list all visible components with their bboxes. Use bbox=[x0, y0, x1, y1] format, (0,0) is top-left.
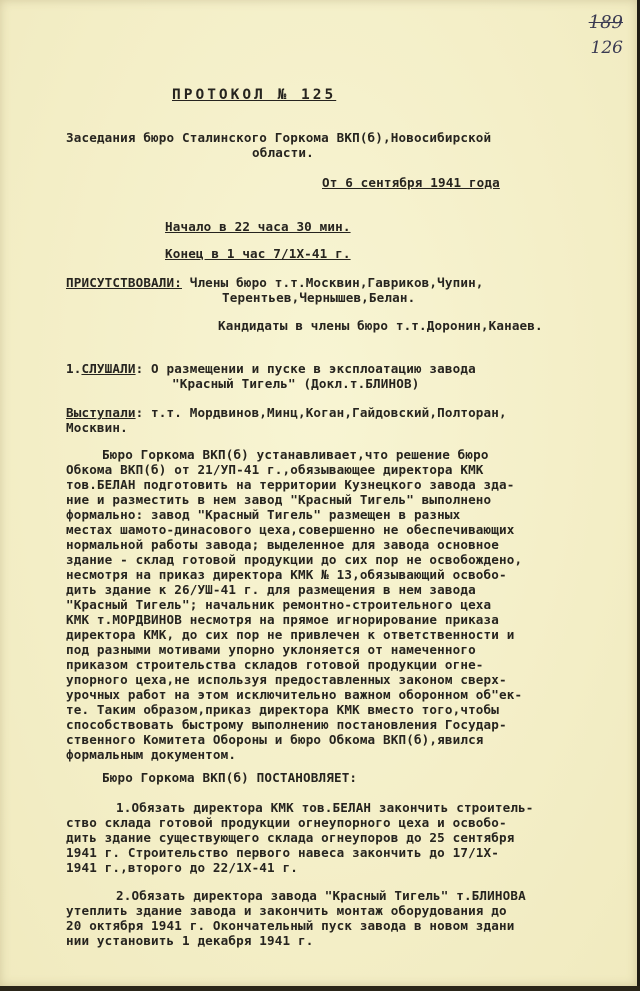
item-1-topic-line-2: "Красный Тигель" (Докл.т.БЛИНОВ) bbox=[172, 376, 420, 391]
resolution-p2-line: 20 октября 1941 г. Окончательный пуск завода в новом здани bbox=[66, 918, 515, 933]
resolution-p2-line: утеплить здание завода и закончить монтаж оборудования до bbox=[66, 903, 507, 918]
body-line: формально: завод "Красный Тигель" размещен в разных bbox=[66, 507, 461, 522]
meeting-date: От 6 сентября 1941 года bbox=[322, 175, 500, 190]
body-line: здание - склад готовой продукции до сих пор не освобождено, bbox=[66, 552, 523, 567]
attendance-members-line-1: Члены бюро т.т.Москвин,Гавриков,Чупин, bbox=[181, 275, 484, 290]
resolution-p1-line: 1941 г. Строительство первого навеса закончить до 17/1Х- bbox=[66, 845, 499, 860]
body-line: упорного цеха,не используя предоставленных законом сверх- bbox=[66, 672, 507, 687]
body-line: способствовать быстрому выполнению постановления Государ- bbox=[66, 717, 507, 732]
meeting-start-time: Начало в 22 часа 30 мин. bbox=[165, 219, 351, 234]
body-line: "Красный Тигель"; начальник ремонтно-строительного цеха bbox=[66, 597, 492, 612]
body-line: нормальной работы завода; выделенное для завода основное bbox=[66, 537, 499, 552]
body-line: ние и разместить в нем завод "Красный Тигель" выполнено bbox=[66, 492, 492, 507]
attendance-label: ПРИСУТСТВОВАЛИ: bbox=[66, 275, 182, 290]
body-line: тов.БЕЛАН подготовить на территории Кузнецкого завода зда- bbox=[66, 477, 515, 492]
item-1-speakers-label: Выступали bbox=[66, 405, 136, 420]
protocol-title: ПРОТОКОЛ № 125 bbox=[172, 87, 337, 103]
resolution-p1-line: 1.Обязать директора КМК тов.БЕЛАН закончить строитель- bbox=[116, 800, 534, 815]
resolution-p1-line: 1941 г.,второго до 22/1Х-41 г. bbox=[66, 860, 298, 875]
body-line: дить здание к 26/УШ-41 г. для размещения в нем завода bbox=[66, 582, 476, 597]
resolution-p1-line: дить здание существующего склада огнеупоров до 25 сентября bbox=[66, 830, 515, 845]
body-line: урочных работ на этом исключительно важном оборонном об"ек- bbox=[66, 687, 523, 702]
item-1-speakers-line-1: : т.т. Мордвинов,Минц,Коган,Гайдовский,Полторан, bbox=[135, 405, 507, 420]
body-line: приказом строительства складов готовой продукции огне- bbox=[66, 657, 484, 672]
item-1-heard-label: СЛУШАЛИ bbox=[81, 361, 136, 376]
item-1-speakers-row bbox=[66, 405, 507, 420]
item-1-heard-row bbox=[66, 361, 476, 376]
body-line: директора КМК, до сих пор не привлечен к ответственности и bbox=[66, 627, 515, 642]
body-line: несмотря на приказ директора КМК № 13,обязывающий освобо- bbox=[66, 567, 507, 582]
resolution-p2-line: 2.Обязать директора завода "Красный Тигель" т.БЛИНОВА bbox=[116, 888, 526, 903]
archive-page-number: 126 bbox=[590, 38, 623, 58]
resolution-p2-line: нии установить 1 декабря 1941 г. bbox=[66, 933, 314, 948]
item-1-topic-line-1: : О размещении и пуске в эксплоатацию завода bbox=[135, 361, 476, 376]
meeting-subtitle-line-2: области. bbox=[252, 145, 314, 160]
body-line: КМК т.МОРДВИНОВ несмотря на прямое игнорирование приказа bbox=[66, 612, 499, 627]
body-line: формальным документом. bbox=[66, 747, 237, 762]
body-line: под разными мотивами упорно уклоняется от намеченного bbox=[66, 642, 476, 657]
resolution-p1-line: ство склада готовой продукции огнеупорного цеха и освобо- bbox=[66, 815, 507, 830]
meeting-end-time: Конец в 1 час 7/1Х-41 г. bbox=[165, 246, 351, 261]
body-line: Бюро Горкома ВКП(б) устанавливает,что решение бюро bbox=[102, 447, 489, 462]
body-line: ственного Комитета Обороны и бюро Обкома ВКП(б),явился bbox=[66, 732, 484, 747]
item-1-number: 1. bbox=[66, 361, 82, 376]
body-line: Обкома ВКП(б) от 21/УП-41 г.,обязывающее директора КМК bbox=[66, 462, 484, 477]
archive-page-number-crossed: 189 bbox=[588, 12, 623, 33]
body-line: местах шамото-динасового цеха,совершенно не обеспечивающих bbox=[66, 522, 515, 537]
attendance-candidates: Кандидаты в члены бюро т.т.Доронин,Канаев. bbox=[218, 318, 543, 333]
attendance-row bbox=[66, 275, 484, 290]
attendance-members-line-2: Терентьев,Чернышев,Белан. bbox=[222, 290, 416, 305]
scan-bottom-edge bbox=[0, 986, 640, 991]
resolution-heading: Бюро Горкома ВКП(б) ПОСТАНОВЛЯЕТ: bbox=[102, 770, 358, 785]
item-1-speakers-line-2: Москвин. bbox=[66, 420, 128, 435]
body-line: те. Таким образом,приказ директора КМК вместо того,чтобы bbox=[66, 702, 499, 717]
meeting-subtitle-line-1: Заседания бюро Сталинского Горкома ВКП(б),Новосибирской bbox=[66, 130, 492, 145]
